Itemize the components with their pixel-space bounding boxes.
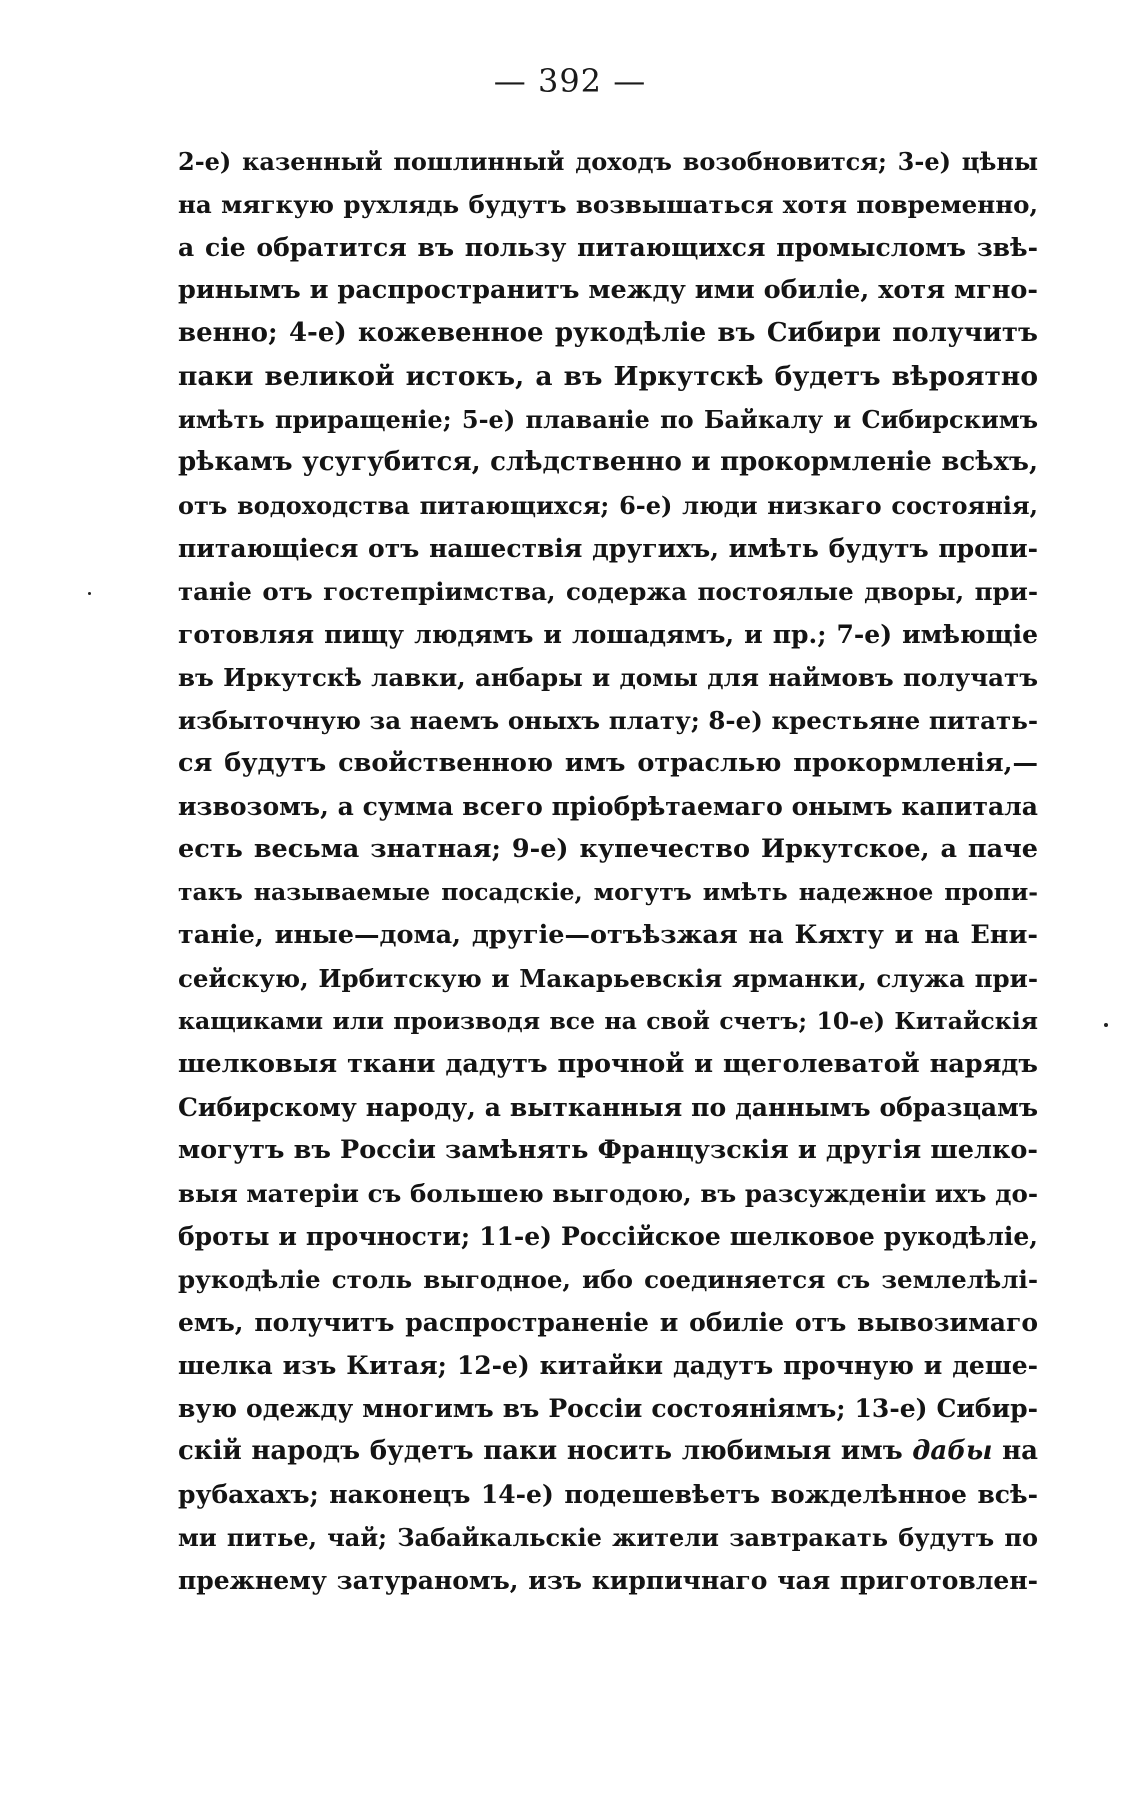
text-line: рукодѣліе столь выгодное, ибо соединяется съ землелѣлі- [178,1265,1038,1294]
scan-speck [1104,1023,1108,1027]
text-line: сейскую, Ирбитскую и Макарьевскія ярманки, служа при- [178,964,1038,993]
scan-speck [88,592,91,595]
text-line: вую одежду многимъ въ Россіи состояніямъ; 13-е) Сибир- [178,1394,1038,1423]
text-line: рѣкамъ усугубится, слѣдственно и прокормленіе всѣхъ, [178,447,1038,477]
text-line: таніе отъ гостепріимства, содержа постоялые дворы, при- [178,577,1038,606]
text-span: скій народъ будетъ паки носить любимыя имъ [178,1436,903,1466]
text-line: 2-е) казенный пошлинный доходъ возобновится; 3-е) цѣны [178,147,1038,176]
text-line: шелковыя ткани дадутъ прочной и щеголеватой нарядъ [178,1049,1038,1079]
text-line: ми питье, чай; Забайкальскіе жители завтракать будутъ по [178,1523,1038,1552]
text-line: отъ водоходства питающихся; 6-е) люди низкаго состоянія, [178,491,1038,520]
text-line: венно; 4-е) кожевенное рукодѣліе въ Сибири получитъ [178,318,1038,348]
text-line: готовляя пищу людямъ и лошадямъ, и пр.; 7-е) имѣющіе [178,620,1038,649]
text-line: выя матеріи съ большею выгодою, въ разсужденіи ихъ до- [178,1179,1038,1208]
text-line: такъ называемые посадскіе, могутъ имѣть надежное пропи- [178,878,1038,906]
text-line: на мягкую рухлядь будутъ возвышаться хотя повременно, [178,190,1038,219]
text-line: броты и прочности; 11-е) Россійское шелковое рукодѣліе, [178,1222,1038,1251]
text-line: имѣть приращеніе; 5-е) плаваніе по Байкалу и Сибирскимъ [178,405,1038,434]
text-line: рубахахъ; наконецъ 14-е) подешевѣетъ вожделѣнное всѣ- [178,1480,1038,1509]
text-line: таніе, иные—дома, другіе—отъѣзжая на Кяхту и на Ени- [178,920,1038,950]
text-line: Сибирскому народу, а вытканныя по даннымъ образцамъ [178,1093,1038,1122]
italic-word: дабы [912,1436,993,1466]
text-line: ринымъ и распространитъ между ими обиліе, хотя мгно- [178,275,1038,305]
text-line: въ Иркутскѣ лавки, анбары и домы для наймовъ получатъ [178,663,1038,692]
text-line: ся будутъ свойственною имъ отраслью прокормленія,— [178,748,1038,778]
text-line: кащиками или производя все на свой счетъ; 10-е) Китайскія [178,1007,1038,1035]
text-line: паки великой истокъ, а въ Иркутскѣ будетъ вѣроятно [178,361,1038,392]
text-line: могутъ въ Россіи замѣнять Французскія и другія шелко- [178,1135,1038,1165]
text-line: питающіеся отъ нашествія другихъ, имѣть будутъ пропи- [178,534,1038,563]
text-line: избыточную за наемъ оныхъ плату; 8-е) крестьяне питать- [178,706,1038,735]
text-line: извозомъ, а сумма всего пріобрѣтаемаго онымъ капитала [178,792,1038,821]
text-line: прежнему затураномъ, изъ кирпичнаго чая приготовлен- [178,1566,1038,1595]
text-line: а сіе обратится въ пользу питающихся промысломъ звѣ- [178,233,1038,262]
text-line [178,1430,1038,1473]
page-number: — 392 — [493,62,647,100]
text-line: есть весьма знатная; 9-е) купечество Иркутское, а паче [178,834,1038,864]
body-text [178,140,1038,1602]
text-line: шелка изъ Китая; 12-е) китайки дадутъ прочную и деше- [178,1351,1038,1380]
text-line: емъ, получитъ распространеніе и обиліе отъ вывозимаго [178,1308,1038,1337]
text-span: на [1002,1436,1038,1466]
